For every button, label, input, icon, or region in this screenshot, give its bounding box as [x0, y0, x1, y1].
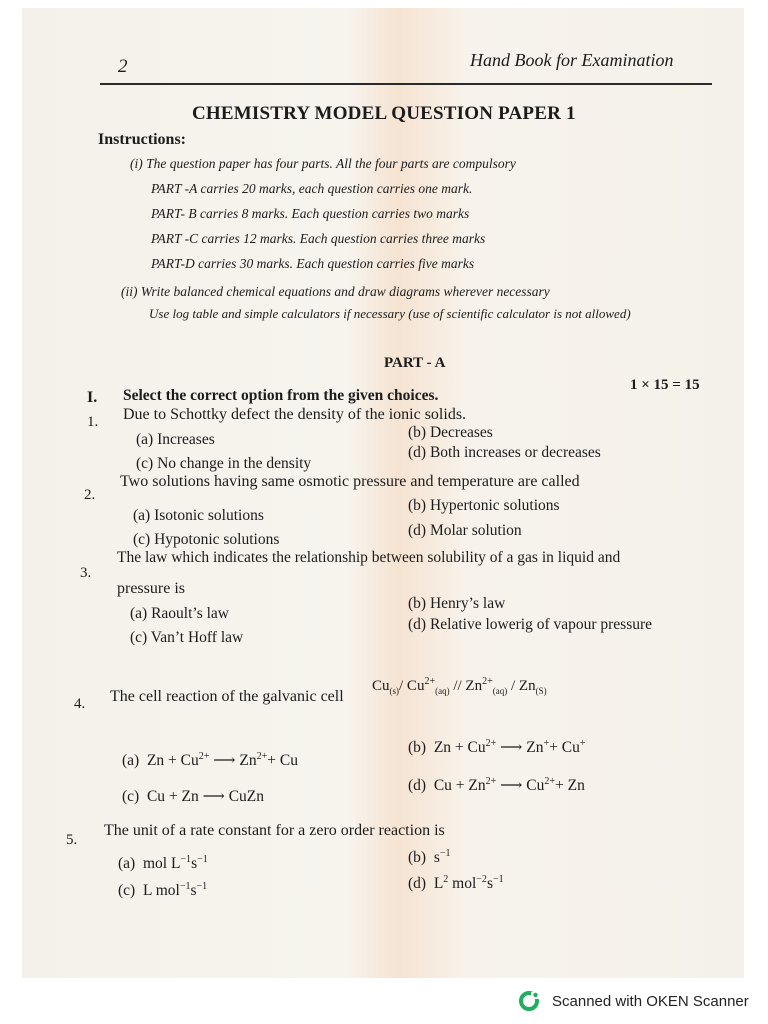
question-number: 2. — [84, 487, 96, 503]
instruction-line: PART -A carries 20 marks, each question carries one mark. — [151, 181, 473, 196]
question-text-continued: pressure is — [117, 580, 185, 597]
page-number: 2 — [118, 56, 128, 77]
option-c: (c) Cu + Zn ⟶ CuZn — [122, 788, 265, 805]
instruction-line: PART- B carries 8 marks. Each question carries two marks — [151, 206, 470, 221]
question-text: Due to Schottky defect the density of the ionic solids. — [123, 406, 467, 423]
scanner-text: Scanned with OKEN Scanner — [552, 992, 749, 1010]
instruction-line: (i) The question paper has four parts. All the four parts are compulsory — [130, 156, 516, 171]
option-d: (d) Both increases or decreases — [408, 444, 601, 461]
option-d: (d) Relative lowerig of vapour pressure — [408, 616, 653, 633]
option-c: (c) Van’t Hoff law — [130, 629, 244, 646]
option-b: (b) Hypertonic solutions — [408, 497, 560, 514]
question-text: Two solutions having same osmotic pressure and temperature are called — [120, 473, 580, 490]
paper-title: CHEMISTRY MODEL QUESTION PAPER 1 — [192, 103, 576, 124]
question-number: 4. — [74, 696, 86, 712]
option-a: (a) Increases — [136, 431, 215, 448]
option-a: (a) $Zn + Cu^{2+}$ ⟶ $Zn^{2+}+ Cu$ — [122, 750, 298, 769]
option-c: (c) No change in the density — [136, 455, 312, 472]
option-b: (b) $Zn + Cu^{2+}$ ⟶ Zn++ Cu+ — [408, 737, 586, 756]
part-a-heading: PART - A — [384, 355, 446, 371]
option-c: (c) L $mol^{-1}s^{-1}$ — [118, 880, 208, 899]
book-title: Hand Book for Examination — [470, 50, 674, 70]
question-text: The unit of a rate constant for a zero order reaction is — [104, 822, 445, 839]
option-a: (a) Raoult’s law — [130, 605, 230, 622]
option-d: (d) $L^2$ $mol^{-2}s^{-1}$ — [408, 873, 504, 892]
option-b: (b) Henry’s law — [408, 595, 506, 612]
galvanic-cell-notation: $Cu_{(s)}/$ $Cu^{2+}_{(aq)} // Zn^{2+}_{(aq)} / Zn_{(S)}$ — [372, 676, 547, 696]
question-number: 1. — [87, 414, 99, 430]
question-number: 3. — [80, 565, 92, 581]
option-d: (d) $Cu + Zn^{2+}$ ⟶ $Cu^{2+}+ Zn$ — [408, 775, 585, 794]
option-b: (b) $s^{-1}$ — [408, 847, 451, 866]
instruction-line: PART -C carries 12 marks. Each question carries three marks — [151, 231, 486, 246]
question-number: 5. — [66, 832, 78, 848]
option-a: (a) Isotonic solutions — [133, 507, 264, 524]
instructions-heading: Instructions: — [98, 131, 187, 148]
option-c: (c) Hypotonic solutions — [133, 531, 280, 548]
instruction-line: (ii) Write balanced chemical equations and draw diagrams wherever necessary — [121, 284, 550, 299]
option-b: (b) Decreases — [408, 424, 493, 441]
section-number: I. — [87, 389, 98, 406]
instruction-line: Use log table and simple calculators if necessary (use of scientific calculator is not allowed) — [149, 306, 631, 321]
option-a: (a) mol $L^{-1}s^{-1}$ — [118, 853, 208, 872]
instruction-line: PART-D carries 30 marks. Each question carries five marks — [151, 256, 475, 271]
question-text: The cell reaction of the galvanic cell — [110, 688, 344, 705]
header-divider — [100, 83, 712, 85]
oken-scanner-logo-icon — [518, 990, 540, 1012]
option-d: (d) Molar solution — [408, 522, 522, 539]
section-instruction: Select the correct option from the given choices. — [123, 387, 439, 404]
question-text: The law which indicates the relationship between solubility of a gas in liquid and — [117, 549, 621, 566]
scanner-watermark — [518, 989, 749, 1013]
section-marks: 1 × 15 = 15 — [630, 377, 700, 393]
